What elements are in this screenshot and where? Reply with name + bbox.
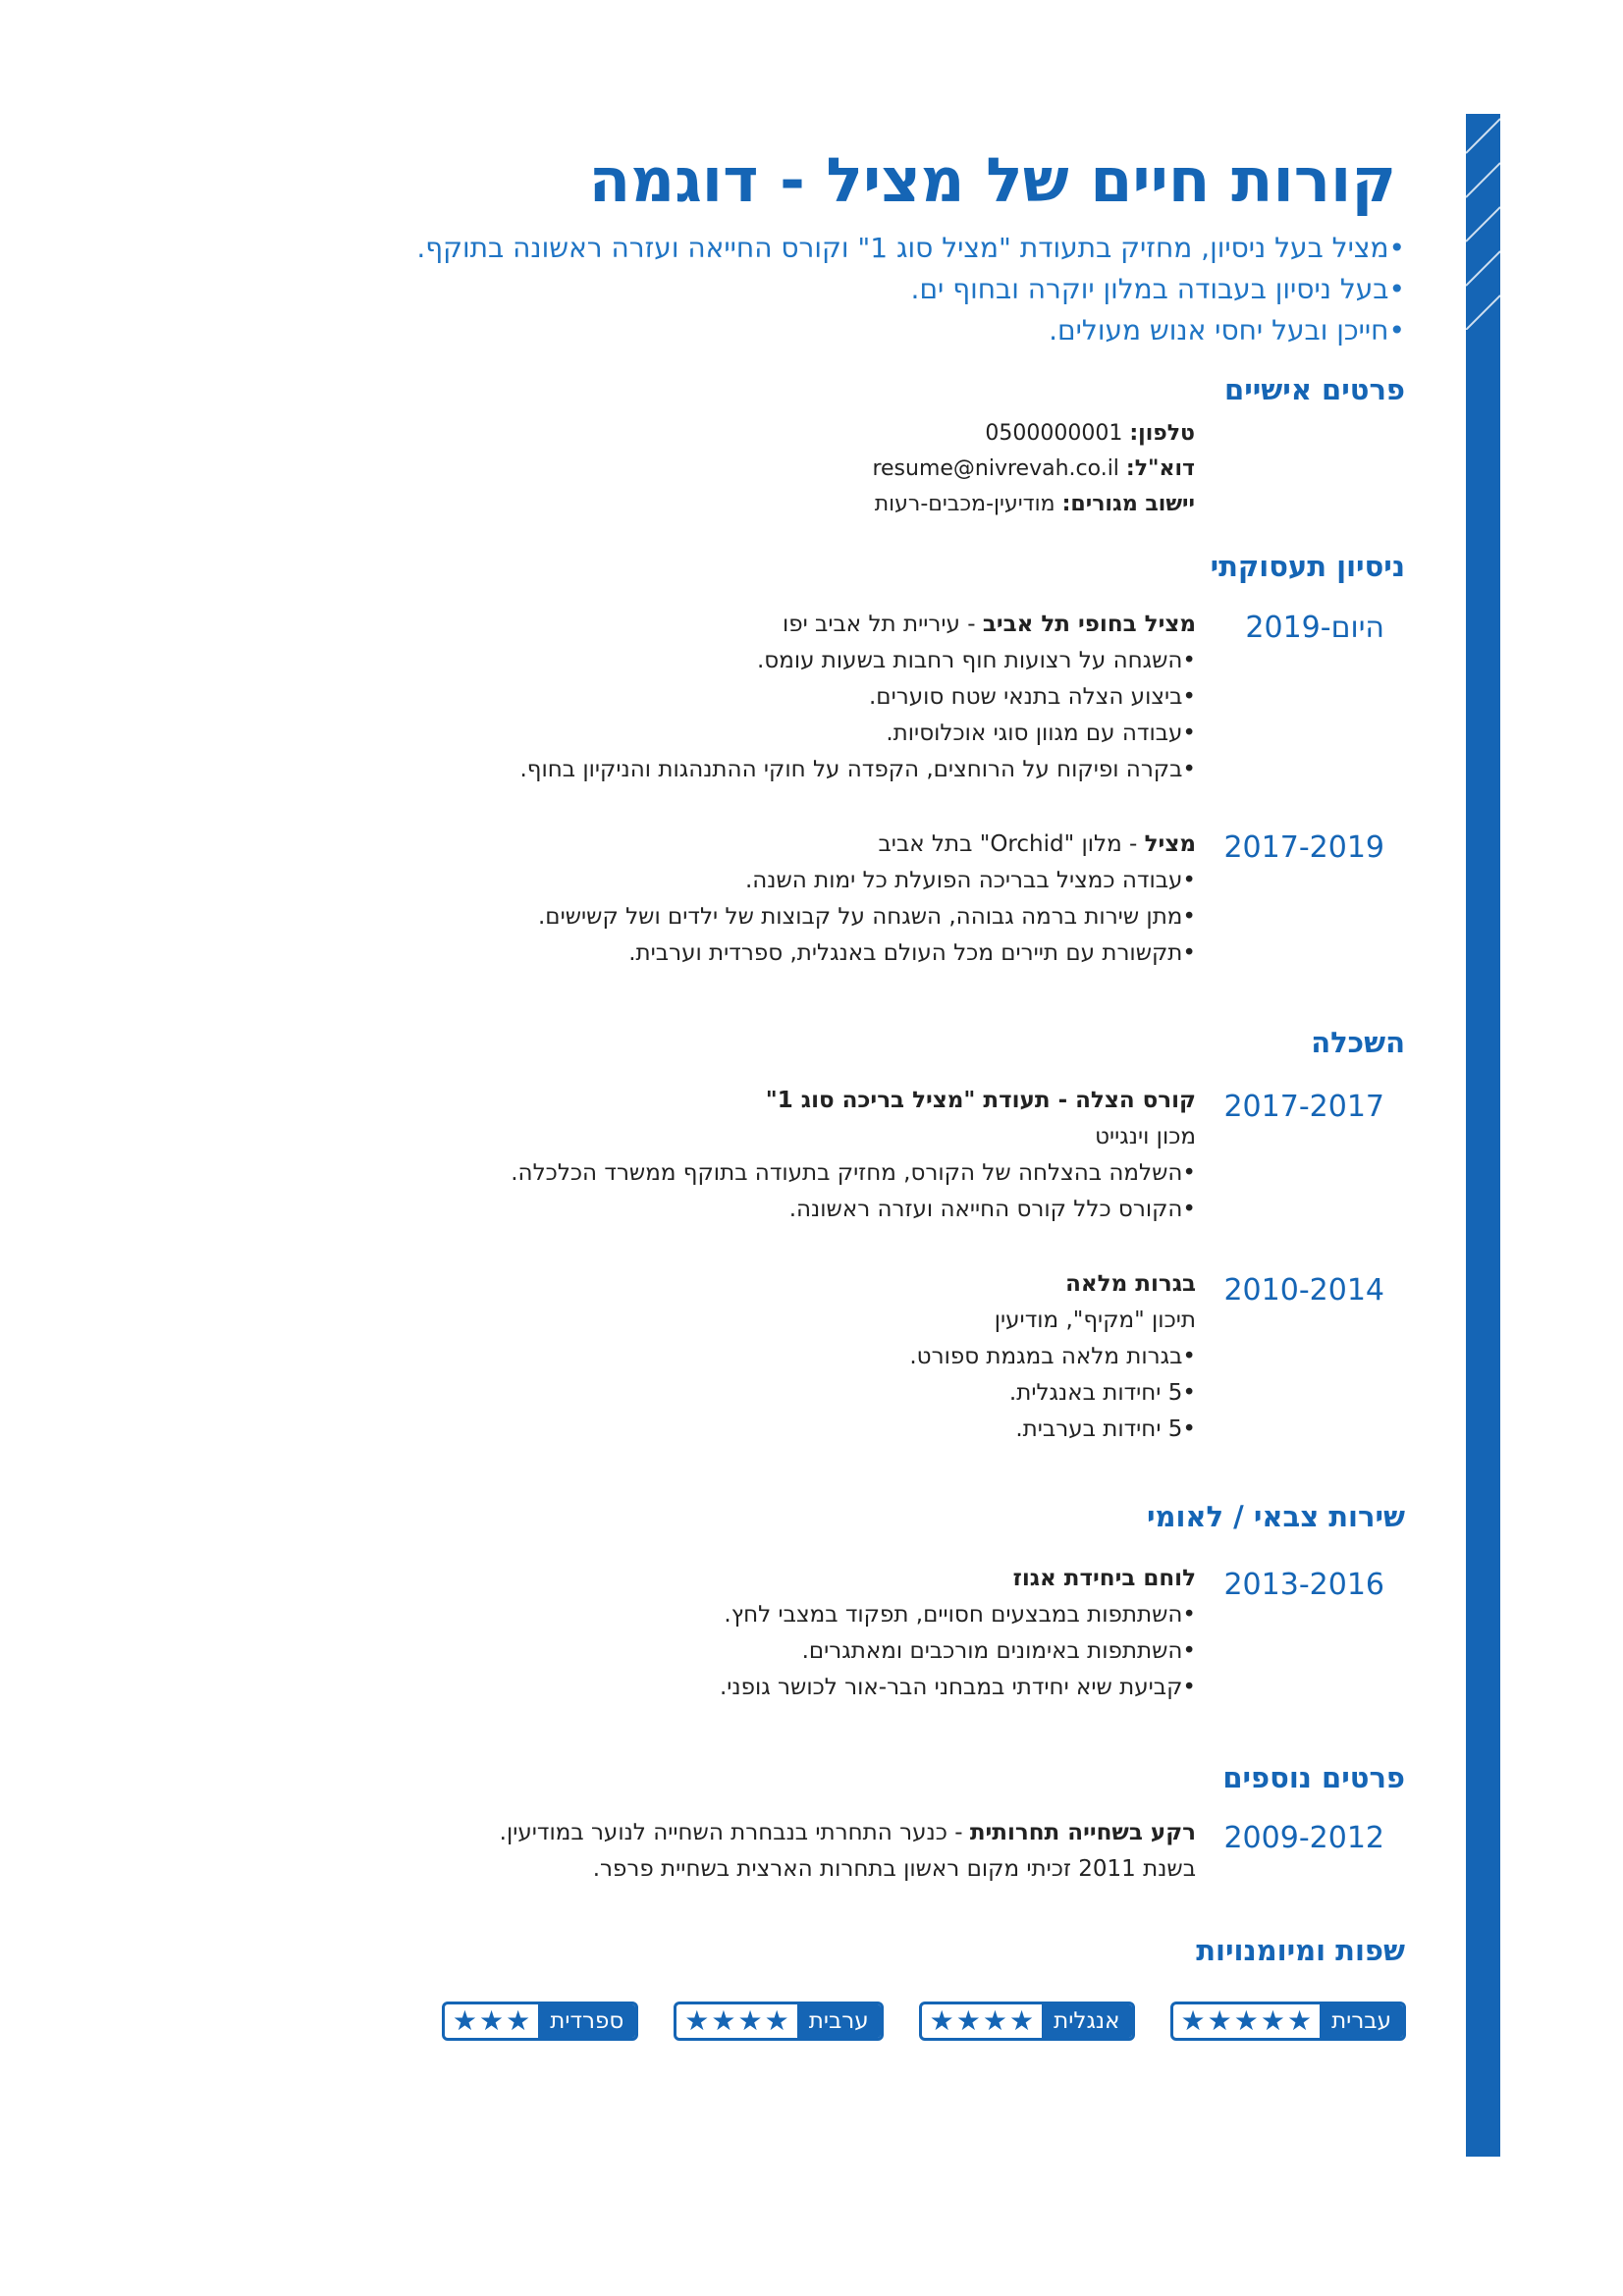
entry-title: לוחם ביחידת אגוז <box>1012 1566 1196 1591</box>
entry-bullet: •5 יחידות בערבית. <box>1015 1416 1196 1442</box>
skill-rating <box>445 2004 538 2038</box>
entry-text-line: בשנת 2011 זכיתי מקום ראשון בתחרות הארצית בשחיית פרפר. <box>592 1856 1196 1882</box>
military-date: 2013-2016 <box>1223 1568 1384 1602</box>
skills-heading: שפות ומיומנויות <box>1196 1934 1405 1967</box>
entry-bullet: •5 יחידות באנגלית. <box>1008 1380 1196 1406</box>
star-icon: ★ <box>1009 2004 1035 2037</box>
education-date: 2010-2014 <box>1223 1273 1384 1308</box>
entry-subtitle: - מלון "Orchid" בתל אביב <box>878 831 1145 857</box>
entry-subtitle: - עיריית תל אביב יפו <box>782 612 983 637</box>
experience-entry <box>420 827 1196 972</box>
entry-bullet: •עבודה עם מגוון סוגי אוכלוסיות. <box>886 721 1196 746</box>
star-icon: ★ <box>955 2004 981 2037</box>
education-entry <box>420 1083 1196 1228</box>
skill-rating <box>1173 2004 1321 2038</box>
education-entry <box>420 1266 1196 1448</box>
star-icon: ★ <box>1180 2004 1206 2037</box>
entry-bullet: •השלמה בהצלחה של הקורס, מחזיק בתעודה בתוקף ממשרד הכלכלה. <box>511 1160 1196 1186</box>
entry-bullet: •עבודה כמציל בבריכה הפועלת כל ימות השנה. <box>744 868 1196 893</box>
residence-value: מודיעין-מכבים-רעות <box>874 492 1055 516</box>
experience-date: 2017-2019 <box>1223 830 1384 865</box>
skill-name: עברית <box>1320 2004 1403 2038</box>
personal-heading: פרטים אישיים <box>1224 373 1405 406</box>
stripe-pattern <box>1466 114 1500 330</box>
entry-bullet: •הקורס כלל קורס החייאה ועזרה ראשונה. <box>788 1197 1196 1222</box>
residence-label: יישוב מגורים: <box>1061 492 1195 516</box>
skill-rating <box>922 2004 1042 2038</box>
star-icon: ★ <box>478 2004 505 2037</box>
additional-heading: פרטים נוספים <box>1222 1761 1405 1794</box>
star-icon: ★ <box>982 2004 1007 2037</box>
phone-label: טלפון: <box>1129 421 1195 446</box>
entry-institution: מכון וינגייט <box>1095 1124 1196 1149</box>
military-entry <box>420 1561 1196 1706</box>
entry-title-line <box>420 1815 1196 1851</box>
star-icon: ★ <box>929 2004 954 2037</box>
summary-item: •חייכן ובעל יחסי אנוש מעולים. <box>1049 314 1405 347</box>
experience-entry <box>420 607 1196 788</box>
entry-institution: תיכון "מקיף", מודיעין <box>994 1308 1196 1333</box>
summary-item: •מציל בעל ניסיון, מחזיק בתעודת "מציל סוג 1" וקורס החייאה ועזרה ראשונה בתוקף. <box>416 232 1405 264</box>
star-icon: ★ <box>737 2004 763 2037</box>
email-label: דוא"ל: <box>1125 456 1195 481</box>
skills-row <box>442 2002 1406 2041</box>
side-accent-bar <box>1466 114 1500 2157</box>
summary-item: •בעל ניסיון בעבודה במלון יוקרה ובחוף ים. <box>910 273 1405 305</box>
skill-badge <box>442 2002 638 2041</box>
entry-bullet: •מתן שירות ברמה גבוהה, השגחה על קבוצות של ילדים ושל קשישים. <box>538 904 1196 930</box>
email-row <box>872 452 1195 487</box>
entry-title-line <box>420 607 1196 643</box>
skill-name: אנגלית <box>1042 2004 1131 2038</box>
star-icon: ★ <box>1260 2004 1285 2037</box>
residence-row <box>872 487 1195 522</box>
skill-badge <box>674 2002 883 2041</box>
entry-title: בגרות מלאה <box>1065 1271 1196 1297</box>
skill-rating <box>676 2004 796 2038</box>
star-icon: ★ <box>1233 2004 1259 2037</box>
entry-title: רקע בשחייה תחרותית <box>969 1820 1196 1845</box>
star-icon: ★ <box>711 2004 736 2037</box>
phone-value[interactable]: 0500000001 <box>985 421 1123 446</box>
star-icon: ★ <box>506 2004 531 2037</box>
entry-title: מציל בחופי תל אביב <box>982 612 1196 637</box>
skill-name: ספרדית <box>538 2004 635 2038</box>
personal-details <box>872 416 1195 522</box>
star-icon: ★ <box>1286 2004 1313 2037</box>
phone-row <box>872 416 1195 452</box>
entry-title-line <box>420 827 1196 863</box>
entry-bullet: •ביצוע הצלה בתנאי שטח סוערים. <box>869 684 1196 710</box>
entry-title: קורס הצלה - תעודת "מציל בריכה סוג 1" <box>765 1088 1196 1113</box>
entry-bullet: •תקשורת עם תיירים מכל העולם באנגלית, ספרדית וערבית. <box>628 940 1196 966</box>
entry-text: - כנער התחרתי בנבחרת השחייה לנוער במודיעין. <box>499 1820 970 1845</box>
entry-bullet: •השתתפות באימונים מורכבים ומאתגרים. <box>801 1638 1196 1664</box>
email-value[interactable]: resume@nivrevah.co.il <box>872 456 1119 481</box>
education-date: 2017-2017 <box>1223 1090 1384 1124</box>
skill-badge <box>1170 2002 1406 2041</box>
skill-badge <box>919 2002 1135 2041</box>
entry-bullet: •בקרה ופיקוח על הרוחצים, הקפדה על חוקי ההתנהגות והניקיון בחוף. <box>519 757 1196 782</box>
star-icon: ★ <box>764 2004 789 2037</box>
military-heading: שירות צבאי / לאומי <box>1146 1500 1405 1533</box>
summary-list <box>416 228 1405 351</box>
skill-name: ערבית <box>797 2004 881 2038</box>
entry-bullet: •קביעת שיא יחידתי במבחני הבר-אור לכושר גופני. <box>719 1675 1196 1700</box>
star-icon: ★ <box>452 2004 477 2037</box>
additional-date: 2009-2012 <box>1223 1821 1384 1855</box>
entry-title: מציל <box>1144 831 1196 857</box>
additional-entry <box>420 1815 1196 1888</box>
entry-bullet: •השתתפות במבצעים חסויים, תפקוד במצבי לחץ. <box>724 1602 1196 1628</box>
star-icon: ★ <box>1207 2004 1232 2037</box>
entry-bullet: •השגחה על רצועות חוף רחבות בשעות עומס. <box>756 648 1196 673</box>
star-icon: ★ <box>684 2004 710 2037</box>
experience-date: 2019-היום <box>1245 611 1384 645</box>
experience-heading: ניסיון תעסוקתי <box>1210 550 1405 583</box>
entry-bullet: •בגרות מלאה במגמת ספורט. <box>909 1344 1196 1369</box>
education-heading: השכלה <box>1311 1026 1405 1059</box>
page-title: קורות חיים של מציל - דוגמה <box>588 144 1396 216</box>
